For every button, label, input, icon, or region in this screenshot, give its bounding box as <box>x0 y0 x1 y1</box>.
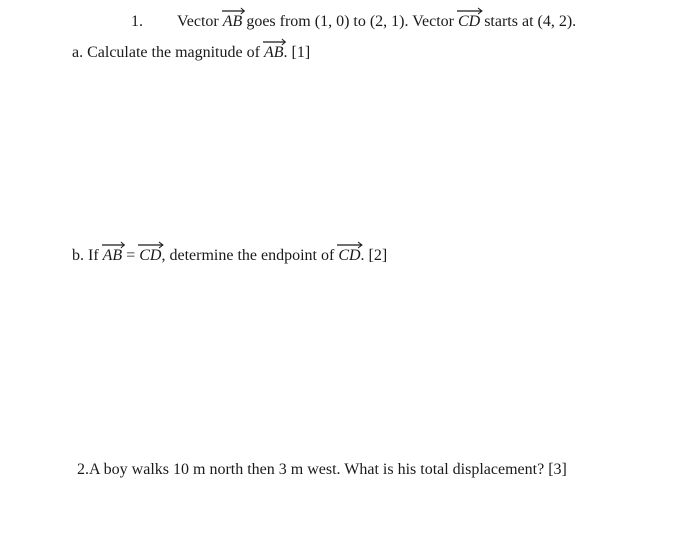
question-1b-text-start: b. If <box>72 247 103 264</box>
question-1-number: 1. <box>131 13 143 30</box>
vector-ab: AB <box>103 244 123 266</box>
vector-cd: CD <box>338 244 360 266</box>
vector-cd: CD <box>139 244 161 266</box>
question-1b-text-mid: , determine the endpoint of <box>161 247 339 264</box>
question-1a-text-start: a. Calculate the magnitude of <box>72 44 264 61</box>
question-1-intro <box>131 10 576 32</box>
equals-sign: = <box>122 247 140 264</box>
vector-ab: AB <box>223 10 243 32</box>
question-2-text: 2.A boy walks 10 m north then 3 m west. What is his total displacement? [3] <box>77 461 567 478</box>
vector-ab: AB <box>264 41 284 63</box>
question-2 <box>77 460 567 480</box>
question-1-text-mid: goes from (1, 0) to (2, 1). Vector <box>242 13 458 30</box>
question-1-text-start: Vector <box>177 13 223 30</box>
question-1b-text-end: . [2] <box>360 247 388 264</box>
question-1-text-end: starts at (4, 2). <box>480 13 577 30</box>
vector-cd: CD <box>458 10 480 32</box>
question-1a-text-end: . [1] <box>283 44 311 61</box>
question-1a <box>72 41 310 63</box>
question-1b <box>72 244 387 266</box>
